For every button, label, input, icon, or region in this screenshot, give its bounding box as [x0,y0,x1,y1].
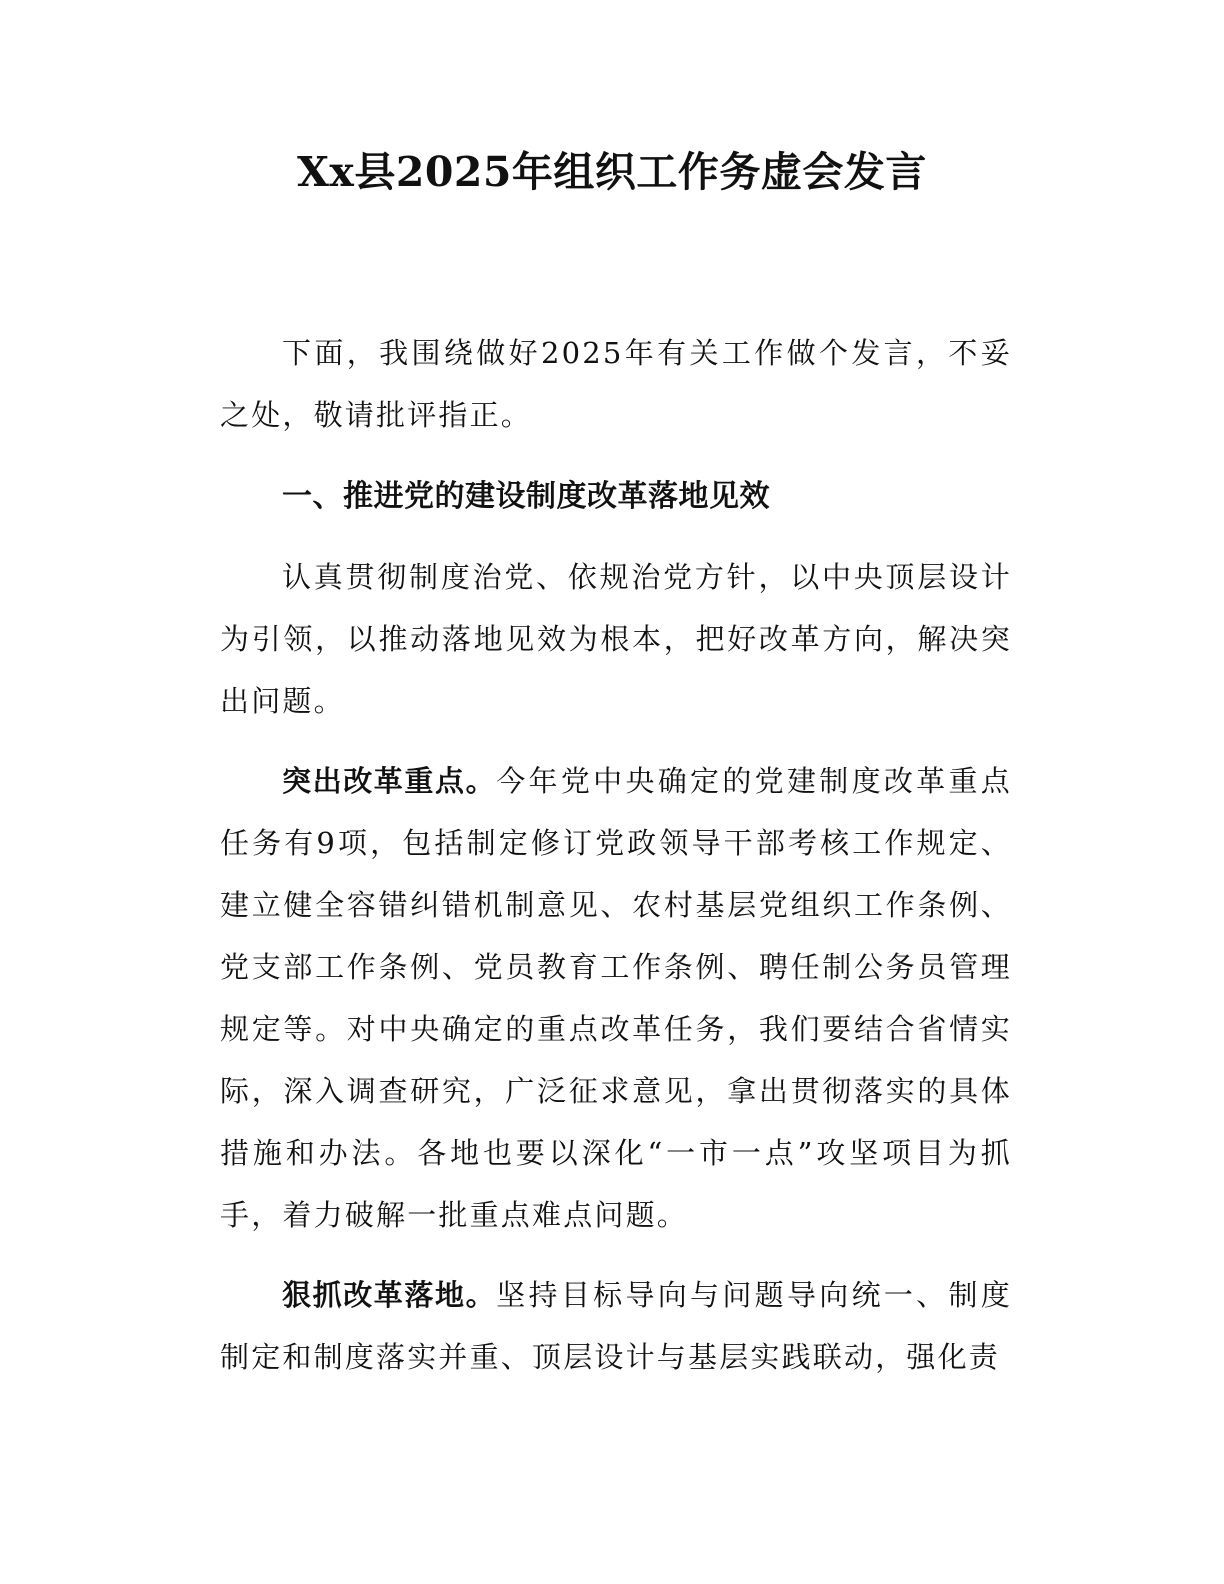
point-2-paragraph [220,1264,1012,1388]
point-2-text: 坚持目标导向与问题导向统一、制度制定和制度落实并重、顶层设计与基层实践联动，强化责 [220,1278,1012,1374]
point-1-paragraph [220,750,1012,1246]
point-2-lead: 狠抓改革落地。 [282,1278,497,1312]
intro-paragraph: 下面，我围绕做好2025年有关工作做个发言，不妥之处，敬请批评指正。 [220,336,1012,432]
point-1-lead: 突出改革重点。 [282,764,497,798]
section-1-paragraph: 认真贯彻制度治党、依规治党方针，以中央顶层设计为引领，以推动落地见效为根本，把好改革方向，解决突出问题。 [220,560,1012,718]
section-heading-1: 一、推进党的建设制度改革落地见效 [282,479,770,514]
point-1-text: 今年党中央确定的党建制度改革重点任务有9项，包括制定修订党政领导干部考核工作规定、建立健全容错纠错机制意见、农村基层党组织工作条例、党支部工作条例、党员教育工作条例、聘任制公务员管理规定等。对中央确定的重点改革任务，我们要结合省情实际，深入调查研究，广泛征求意见，拿出贯彻落实的具体措施和办法。各地也要以深化“一市一点”攻坚项目为抓手，着力破解一批重点难点问题。 [220,764,1012,1232]
document-title: Xx县2025年组织工作务虚会发言 [297,148,927,196]
